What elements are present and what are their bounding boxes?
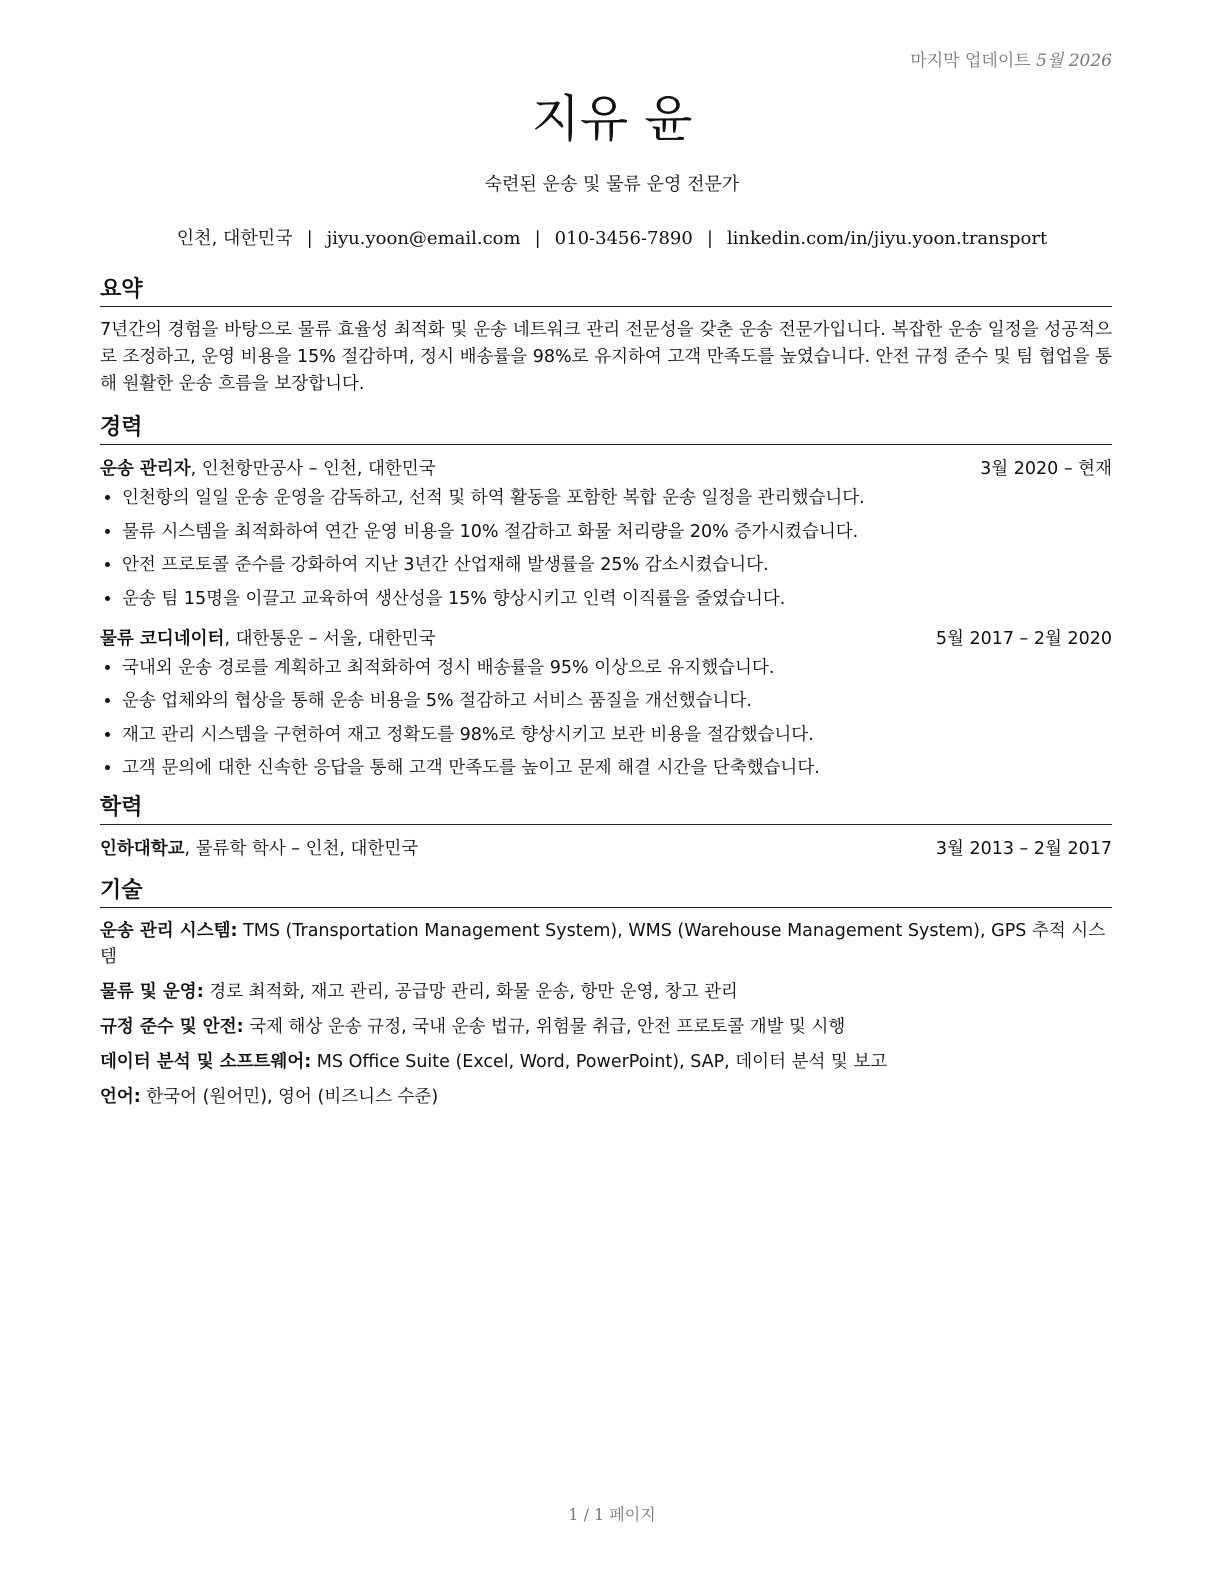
summary-text: 7년간의 경험을 바탕으로 물류 효율성 최적화 및 운송 네트워크 관리 전문성을 갖춘 운송 전문가입니다. 복잡한 운송 일정을 성공적으로 조정하고, 운영 비용을 15% 절감하며, 정시 배송률을 98%로 유지하여 고객 만족도를 높였습니다. 안전 규정 준수 및 팀 협업을 통해 원활한 운송 흐름을 보장합니다.	[100, 320, 1112, 394]
section-title-experience: 경력	[100, 414, 1112, 445]
job-org: , 인천항만공사 – 인천, 대한민국	[190, 459, 436, 479]
candidate-name: 지유 윤	[531, 90, 693, 148]
education-section	[100, 794, 1112, 863]
job-bullet: • 운송 업체와의 협상을 통해 운송 비용을 5% 절감하고 서비스 품질을 개선했습니다.	[122, 688, 1112, 715]
experience-section	[100, 414, 1112, 782]
job-bullet: • 운송 팀 15명을 이끌고 교육하여 생산성을 15% 향상시키고 인력 이직률을 줄였습니다.	[122, 586, 1112, 613]
contact-separator: |	[706, 228, 713, 249]
candidate-tagline: 숙련된 운송 및 물류 운영 전문가	[484, 174, 740, 195]
job-header	[100, 625, 1112, 653]
job-dates: 3월 2020 – 현재	[980, 459, 1112, 479]
last-updated-label: 마지막 업데이트	[910, 51, 1031, 71]
job-bullets	[100, 655, 1112, 783]
job-title-line	[100, 625, 436, 653]
section-title-skills: 기술	[100, 877, 1112, 908]
last-updated-date: 5월 2026	[1036, 51, 1112, 71]
job-dates: 5월 2017 – 2월 2020	[935, 628, 1112, 649]
job-entry	[100, 455, 1112, 613]
job-bullet: • 국내외 운송 경로를 계획하고 최적화하여 정시 배송률을 95% 이상으로 유지했습니다.	[122, 655, 1112, 682]
skill-item	[100, 918, 1112, 970]
contact-location: 인천, 대한민국	[176, 228, 293, 249]
section-title-summary: 요약	[100, 276, 1112, 307]
skill-item	[100, 1014, 1112, 1040]
resume-content	[100, 276, 1112, 1119]
job-title-line	[100, 455, 436, 483]
skill-item	[100, 979, 1112, 1005]
page-number: 1 / 1 페이지	[568, 1505, 656, 1524]
contact-line	[0, 224, 1224, 250]
job-bullet: • 인천항의 일일 운송 운영을 감독하고, 선적 및 하역 활동을 포함한 복합 운송 일정을 관리했습니다.	[122, 485, 1112, 512]
skill-value: 한국어 (원어민), 영어 (비즈니스 수준)	[140, 1087, 439, 1107]
education-detail: , 물류학 학사 – 인천, 대한민국	[184, 839, 419, 859]
job-bullets	[100, 485, 1112, 613]
skill-label: 물류 및 운영:	[100, 982, 204, 1002]
skill-value: 경로 최적화, 재고 관리, 공급망 관리, 화물 운송, 항만 운영, 창고 관리	[203, 982, 738, 1002]
skills-section	[100, 877, 1112, 1110]
job-bullet: • 재고 관리 시스템을 구현하여 재고 정확도를 98%로 향상시키고 보관 비용을 절감했습니다.	[122, 722, 1112, 749]
education-school: 인하대학교	[100, 839, 185, 859]
job-role: 물류 코디네이터	[100, 628, 225, 649]
contact-linkedin[interactable]: linkedin.com/in/jiyu.yoon.transport	[726, 228, 1048, 249]
job-role: 운송 관리자	[100, 459, 191, 479]
skill-label: 운송 관리 시스템:	[100, 921, 238, 941]
job-org: , 대한통운 – 서울, 대한민국	[224, 628, 436, 649]
skill-item	[100, 1084, 1112, 1110]
education-line	[100, 835, 418, 863]
education-dates: 3월 2013 – 2월 2017	[935, 839, 1112, 859]
contact-separator: |	[534, 228, 541, 249]
skill-value: MS Office Suite (Excel, Word, PowerPoint), SAP, 데이터 분석 및 보고	[311, 1052, 888, 1072]
summary-section	[100, 276, 1112, 398]
skill-label: 규정 준수 및 안전:	[100, 1017, 244, 1037]
skill-label: 언어:	[100, 1087, 141, 1107]
skill-value: 국제 해상 운송 규정, 국내 운송 법규, 위험물 취급, 안전 프로토콜 개발 및 시행	[243, 1017, 846, 1037]
job-bullet: • 물류 시스템을 최적화하여 연간 운영 비용을 10% 절감하고 화물 처리량을 20% 증가시켰습니다.	[122, 519, 1112, 546]
contact-separator: |	[306, 228, 313, 249]
skill-value: TMS (Transportation Management System), WMS (Warehouse Management System), GPS 추적 시스템	[100, 921, 1106, 967]
contact-email[interactable]: jiyu.yoon@email.com	[326, 228, 521, 249]
section-title-education: 학력	[100, 794, 1112, 825]
skill-item	[100, 1049, 1112, 1075]
last-updated	[910, 46, 1112, 71]
job-bullet: • 고객 문의에 대한 신속한 응답을 통해 고객 만족도를 높이고 문제 해결 시간을 단축했습니다.	[122, 755, 1112, 782]
contact-phone: 010-3456-7890	[554, 228, 693, 249]
education-entry	[100, 835, 1112, 863]
job-entry	[100, 625, 1112, 783]
job-header	[100, 455, 1112, 483]
job-bullet: • 안전 프로토콜 준수를 강화하여 지난 3년간 산업재해 발생률을 25% 감소시켰습니다.	[122, 552, 1112, 579]
skill-label: 데이터 분석 및 소프트웨어:	[100, 1052, 312, 1072]
